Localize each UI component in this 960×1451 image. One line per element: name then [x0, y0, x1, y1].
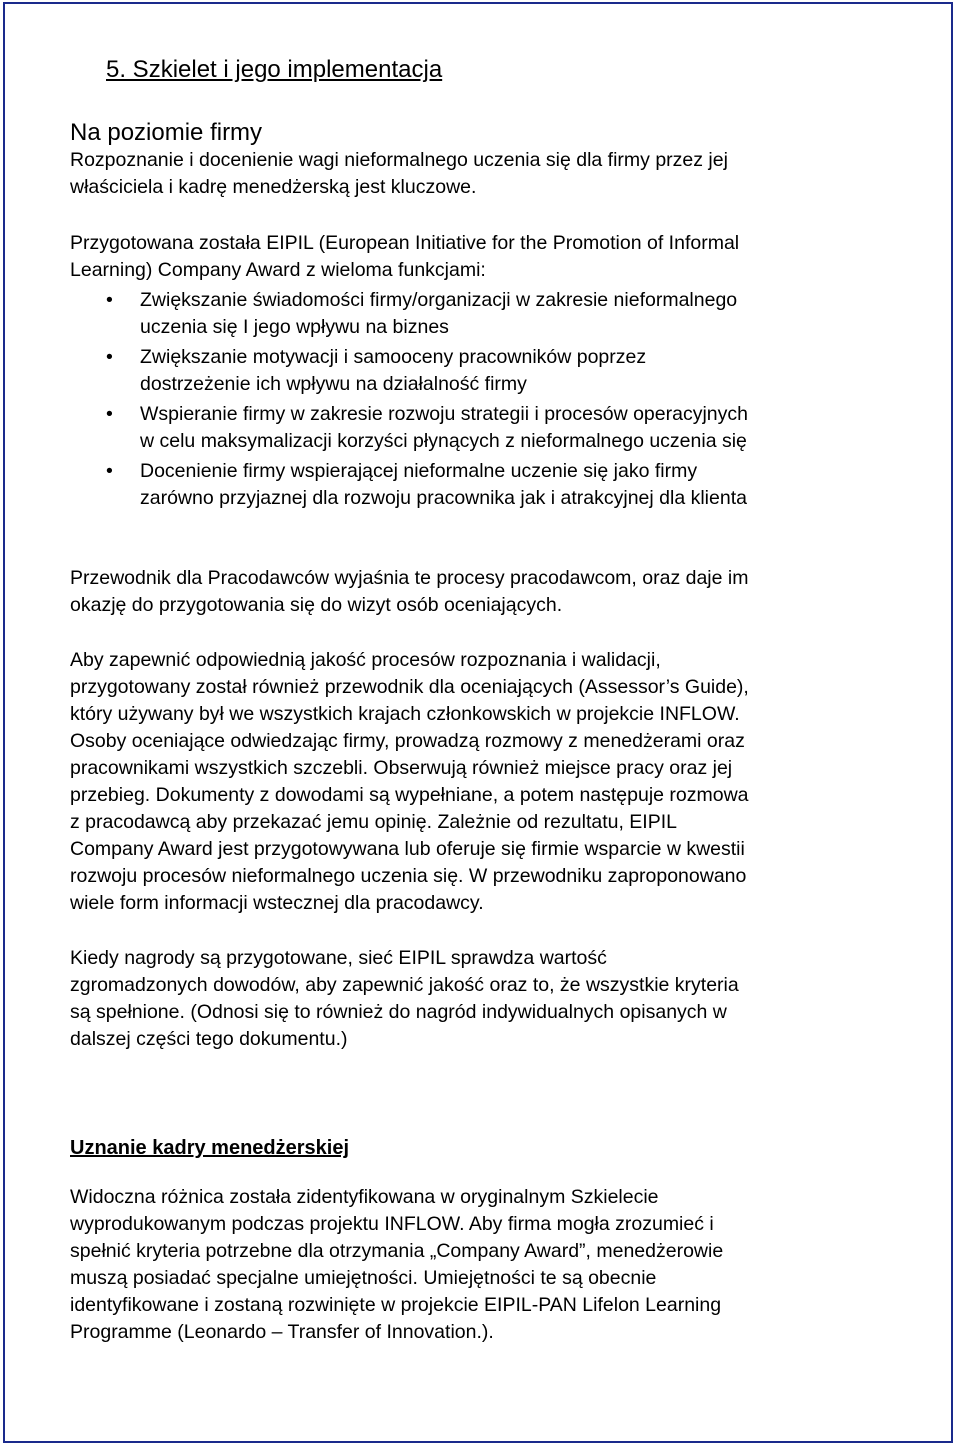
- paragraph-line: Company Award jest przygotowywana lub oferuje się firmie wsparcie w kwestii: [70, 838, 745, 860]
- list-item-line: dostrzeżenie ich wpływu na działalność firmy: [140, 373, 527, 395]
- paragraph-line: Przewodnik dla Pracodawców wyjaśnia te procesy pracodawcom, oraz daje im: [70, 567, 749, 589]
- subheading-management-recognition: Uznanie kadry menedżerskiej: [70, 1137, 350, 1159]
- list-item: [106, 344, 906, 398]
- bullet-icon: •: [106, 346, 113, 368]
- paragraph-line: Programme (Leonardo – Transfer of Innovation.).: [70, 1321, 494, 1343]
- paragraph-line: rozwoju procesów nieformalnego uczenia się. W przewodniku zaproponowano: [70, 865, 747, 887]
- paragraph-line: wyprodukowanym podczas projektu INFLOW. Aby firma mogła zrozumieć i: [70, 1213, 714, 1235]
- list-item-line: Docenienie firmy wspierającej nieformalne uczenie się jako firmy: [140, 460, 698, 482]
- paragraph-intro: [70, 147, 900, 201]
- list-item-line: w celu maksymalizacji korzyści płynących z nieformalnego uczenia się: [140, 430, 747, 452]
- section-heading: 5. Szkielet i jego implementacja: [106, 56, 443, 83]
- paragraph-line: Widoczna różnica została zidentyfikowana w oryginalnym Szkielecie: [70, 1186, 659, 1208]
- paragraph-line: identyfikowane i zostaną rozwinięte w projekcie EIPIL-PAN Lifelon Learning: [70, 1294, 722, 1316]
- subheading-firm-level: Na poziomie firmy: [70, 119, 263, 146]
- list-item-line: Wspieranie firmy w zakresie rozwoju strategii i procesów operacyjnych: [140, 403, 748, 425]
- paragraph-line: przygotowany został również przewodnik dla oceniających (Assessor’s Guide),: [70, 676, 749, 698]
- paragraph-management-skills: [70, 1184, 900, 1346]
- paragraph-line: wiele form informacji wstecznej dla pracodawcy.: [70, 892, 484, 914]
- paragraph-line: pracownikami wszystkich szczebli. Obserwują również miejsce pracy oraz jej: [70, 757, 733, 779]
- list-item: [106, 458, 906, 512]
- list-item-line: Zwiększanie motywacji i samooceny pracowników poprzez: [140, 346, 647, 368]
- bullet-icon: •: [106, 289, 113, 311]
- paragraph-line: z pracodawcą aby przekazać jemu opinię. Zależnie od rezultatu, EIPIL: [70, 811, 677, 833]
- paragraph-line: Rozpoznanie i docenienie wagi nieformalnego uczenia się dla firmy przez jej: [70, 149, 728, 171]
- paragraph-line: Osoby oceniające odwiedzając firmy, prowadzą rozmowy z menedżerami oraz: [70, 730, 745, 752]
- bullet-icon: •: [106, 460, 113, 482]
- paragraph-award: [70, 230, 900, 284]
- paragraph-line: są spełnione. (Odnosi się to również do nagród indywidualnych opisanych w: [70, 1001, 727, 1023]
- paragraph-line: Learning) Company Award z wieloma funkcjami:: [70, 259, 486, 281]
- paragraph-line: okazję do przygotowania się do wizyt osób oceniających.: [70, 594, 563, 616]
- paragraph-line: przebieg. Dokumenty z dowodami są wypełniane, a potem następuje rozmowa: [70, 784, 749, 806]
- paragraph-award-verification: [70, 945, 900, 1053]
- paragraph-line: muszą posiadać specjalne umiejętności. Umiejętności te są obecnie: [70, 1267, 657, 1289]
- bullet-icon: •: [106, 403, 113, 425]
- paragraph-line: Aby zapewnić odpowiednią jakość procesów rozpoznania i walidacji,: [70, 649, 661, 671]
- list-item-line: uczenia się I jego wpływu na biznes: [140, 316, 449, 338]
- list-item-line: zarówno przyjaznej dla rozwoju pracownika jak i atrakcyjnej dla klienta: [140, 487, 747, 509]
- list-item-line: Zwiększanie świadomości firmy/organizacji w zakresie nieformalnego: [140, 289, 738, 311]
- paragraph-assessors-guide: [70, 647, 900, 917]
- paragraph-line: Kiedy nagrody są przygotowane, sieć EIPIL sprawdza wartość: [70, 947, 607, 969]
- paragraph-employers-guide: [70, 565, 900, 619]
- paragraph-line: Przygotowana została EIPIL (European Initiative for the Promotion of Informal: [70, 232, 740, 254]
- award-functions-list: [106, 287, 906, 515]
- paragraph-line: spełnić kryteria potrzebne dla otrzymania „Company Award”, menedżerowie: [70, 1240, 724, 1262]
- paragraph-line: zgromadzonych dowodów, aby zapewnić jakość oraz to, że wszystkie kryteria: [70, 974, 739, 996]
- paragraph-line: właściciela i kadrę menedżerską jest kluczowe.: [70, 176, 477, 198]
- list-item: [106, 401, 906, 455]
- paragraph-line: dalszej części tego dokumentu.): [70, 1028, 348, 1050]
- paragraph-line: który używany był we wszystkich krajach członkowskich w projekcie INFLOW.: [70, 703, 740, 725]
- list-item: [106, 287, 906, 341]
